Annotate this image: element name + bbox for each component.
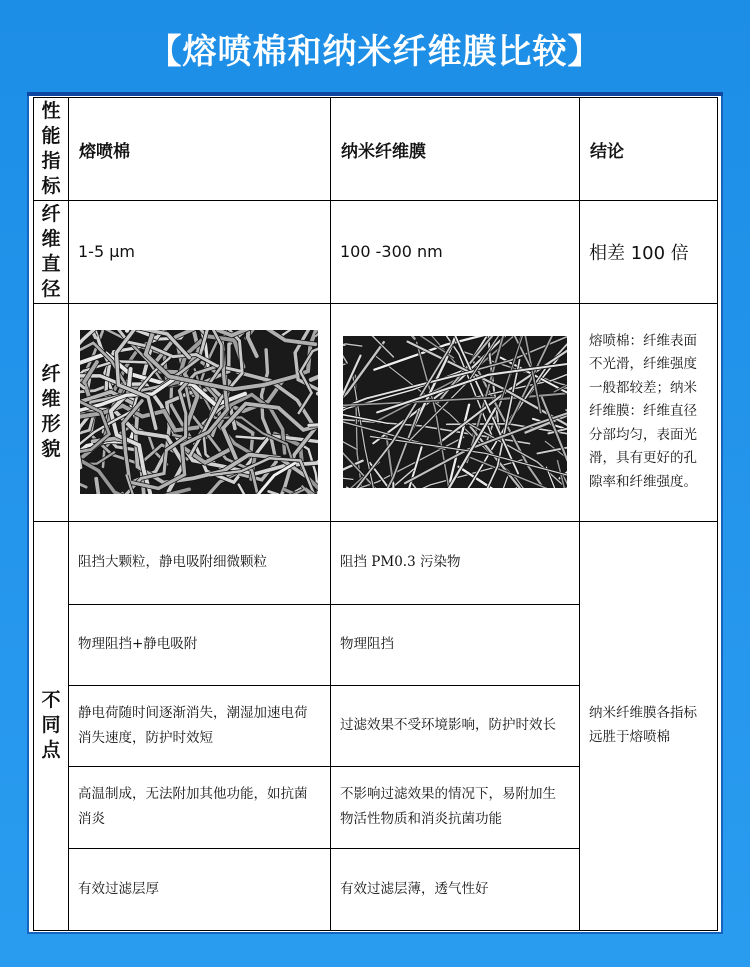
row-label-differences: 不同点 xyxy=(33,521,69,931)
header-conclusion: 结论 xyxy=(579,97,718,201)
diff-nano-4: 不影响过滤效果的情况下，易附加生物活性物质和消炎抗菌功能 xyxy=(330,766,580,849)
morphology-conclusion: 熔喷棉：纤维表面不光滑，纤维强度一般都较差；纳米纤维膜：纤维直径分部均匀，表面光滑，具有更好的孔隙率和纤维强度。 xyxy=(579,303,718,522)
header-nanofiber: 纳米纤维膜 xyxy=(330,97,580,201)
header-indicator: 性能指标 xyxy=(33,97,69,201)
header-meltblown: 熔喷棉 xyxy=(68,97,331,201)
diff-nano-5: 有效过滤层薄，透气性好 xyxy=(330,848,580,931)
diff-melt-4: 高温制成，无法附加其他功能，如抗菌消炎 xyxy=(68,766,331,849)
differences-conclusion: 纳米纤维膜各指标远胜于熔喷棉 xyxy=(579,521,718,931)
diameter-meltblown: 1-5 μm xyxy=(68,200,331,304)
diff-melt-5: 有效过滤层厚 xyxy=(68,848,331,931)
sem-image-meltblown xyxy=(80,330,318,494)
diff-melt-2: 物理阻挡+静电吸附 xyxy=(68,604,331,686)
diff-nano-2: 物理阻挡 xyxy=(330,604,580,686)
page-title: 【熔喷棉和纳米纤维膜比较】 xyxy=(147,32,603,72)
diff-melt-3: 静电荷随时间逐渐消失，潮湿加速电荷消失速度，防护时效短 xyxy=(68,685,331,767)
diameter-nanofiber: 100 -300 nm xyxy=(330,200,580,304)
diff-nano-3: 过滤效果不受环境影响，防护时效长 xyxy=(330,685,580,767)
row-label-diameter: 纤维直径 xyxy=(33,200,69,304)
row-label-morphology: 纤维形貌 xyxy=(33,303,69,522)
morphology-nanofiber-cell xyxy=(330,303,580,522)
diff-melt-1: 阻挡大颗粒，静电吸附细微颗粒 xyxy=(68,521,331,605)
sem-image-nanofiber xyxy=(343,336,567,488)
diameter-conclusion: 相差 100 倍 xyxy=(579,200,718,304)
morphology-meltblown-cell xyxy=(68,303,331,522)
diff-nano-1: 阻挡 PM0.3 污染物 xyxy=(330,521,580,605)
